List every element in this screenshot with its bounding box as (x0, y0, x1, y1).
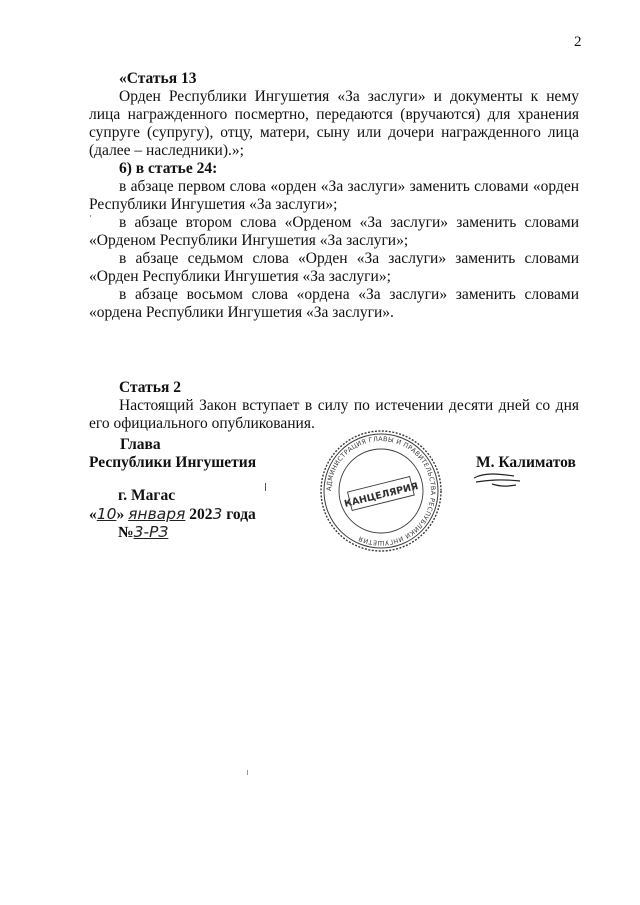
scan-mark (90, 215, 91, 217)
section-heading: Статья 2 (119, 379, 181, 396)
stamp-ring-text: АДМИНИСТРАЦИЯ ГЛАВЫ И ПРАВИТЕЛЬСТВА РЕСПУБЛИКИ ИНГУШЕТИЯ (324, 434, 438, 548)
number-value: 3-РЗ (133, 523, 169, 541)
signer-title-line1: Глава (120, 436, 161, 453)
section-heading: «Статья 13 (119, 70, 197, 87)
document-body (89, 70, 579, 433)
office-stamp (318, 428, 444, 554)
date-quote-close: » (116, 506, 125, 523)
law-number (118, 523, 168, 542)
date-day: 10 (96, 505, 117, 523)
date-quote-open: « (89, 506, 97, 523)
handwritten-signature (470, 468, 530, 490)
page-number: 2 (574, 34, 582, 50)
date-year-suffix: 3 (212, 505, 223, 523)
paragraph: в абзаце седьмом слова «Орден «За заслуги» заменить словами «Орден Республики Ингушетия «За заслуги»; (89, 250, 579, 285)
signer-title-line2: Республики Ингушетия (89, 454, 257, 471)
paragraph: в абзаце первом слова «орден «За заслуги» заменить словами «орден Республики Ингушетия «За заслуги»; (89, 178, 579, 213)
stamp-center-text: КАНЦЕЛЯРИЯ (343, 480, 420, 510)
paragraph: в абзаце восьмом слова «ордена «За заслуги» заменить словами «ордена Республики Ингушетия «За заслуги». (89, 286, 579, 321)
date-month: января (128, 505, 186, 523)
number-label: № (118, 524, 134, 541)
signer-name: М. Калиматов (476, 454, 576, 471)
paragraph: в абзаце втором слова «Орденом «За заслуги» заменить словами «Орденом Республики Ингушетия «За заслуги»; (89, 214, 579, 249)
paragraph: Настоящий Закон вступает в силу по истечении десяти дней со дня его официального опубликования. (89, 397, 579, 432)
date-year-prefix: 202 (189, 506, 213, 523)
scan-mark (247, 770, 248, 775)
signing-date (89, 505, 256, 524)
paragraph: Орден Республики Ингушетия «За заслуги» и документы к нему лица награжденного посмертно, передаются (вручаются) для хранения супруге (супругу), отцу, матери, сыну или дочери награжденного лица (далее – наследники).»; (89, 88, 579, 159)
paragraph-gap (89, 338, 579, 364)
scan-mark (265, 483, 266, 491)
city: г. Магас (118, 487, 176, 504)
section-heading: 6) в статье 24: (119, 160, 218, 177)
date-word: года (226, 506, 256, 523)
